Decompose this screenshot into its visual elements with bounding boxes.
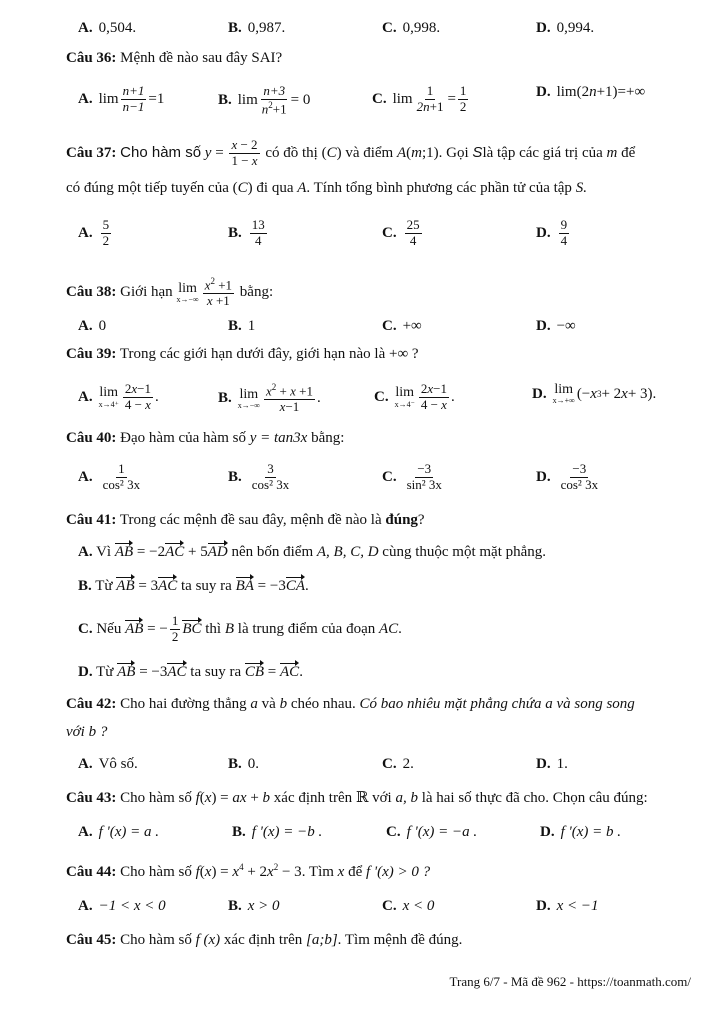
option-text: 0,994. (556, 20, 595, 36)
question-label: Câu 41: (66, 512, 117, 528)
question-label: Câu 40: (66, 430, 117, 446)
option-text: 0,504. (98, 20, 137, 36)
question-text: ? (417, 512, 425, 528)
q39-option-c: C. lim x→4⁻ $\frac{2x-1}{4 - x}$ . (374, 381, 455, 412)
q38-option-c: C. +∞ (382, 318, 422, 334)
page-footer: Trang 6/7 - Mã đề 962 - https://toanmath.com/ (449, 974, 691, 989)
q40-question (66, 430, 697, 447)
q39-option-d: D. lim x→+∞ (− x 3 + 2 x + 3). (532, 382, 657, 406)
question-text: Cho hàm số (120, 143, 202, 161)
q43-option-c: C. f '(x) = −a . (386, 824, 478, 840)
q44-option-b: B. x > 0 (228, 898, 280, 914)
question-text: có đồ thị (265, 144, 318, 161)
q43-options (0, 824, 725, 840)
option-label: C. (382, 20, 397, 36)
q41-option-b: B. Từ AB = 3AC ta suy ra BA = −3CA. (78, 578, 309, 594)
q39-option-a: A. lim x→4⁺ $\frac{2x-1}{4 - x}$ . (78, 381, 159, 412)
q42-options (0, 756, 725, 772)
q35-options (0, 20, 725, 36)
q37-question: Câu 37: Cho hàm số y = $\frac{x - 2}{1 - x}$ có đồ thị (C) và điểm A(m;1). Gọi Slà tập các giá trị của m để (66, 137, 636, 168)
question-label: Câu 45: (66, 932, 117, 948)
q43-option-d: D. f '(x) = b . (540, 824, 621, 840)
question-text: và điểm (345, 144, 394, 161)
question-label: Câu 38: (66, 284, 117, 301)
q44-options (0, 898, 725, 914)
q43-option-b: B. f '(x) = −b . (232, 824, 323, 840)
q41-option-c: C. Nếu AB = − $\frac{1}{2}$ BC thì B là trung điểm của đoạn AC. (78, 613, 402, 644)
q38-option-b: B. 1 (228, 318, 256, 334)
q41-option-d: D. Từ AB = −3AC ta suy ra CB = AC. (78, 664, 303, 680)
q39-question (66, 346, 697, 363)
q40-option-d: D. $\frac{-3}{\text{cos² 3x}}$ (536, 461, 599, 492)
q37-option-b: B. $\frac{13}{4}$ (228, 217, 265, 248)
q40-option-c: C. $\frac{-3}{\text{sin² 3x}}$ (382, 461, 442, 492)
q39-option-b: B. lim x→−∞ $\frac{x^2 + x +1}{x-1}$ . (218, 382, 321, 415)
q42-option-d: D. 1. (536, 756, 568, 772)
question-text: . Gọi (438, 144, 469, 161)
q44-option-c: C. x < 0 (382, 898, 435, 914)
question-text: Trong các mệnh đề sau đây, mệnh đề nào là (119, 512, 382, 528)
question-text: Đạo hàm của hàm số (120, 430, 246, 446)
question-label: Câu 36: (66, 50, 117, 66)
question-text: có đúng một tiếp tuyến của (66, 180, 229, 196)
q38-question: Câu 38: Giới hạn lim x→−∞ $\frac{x^2 +1}{x +1}$ bằng: (66, 276, 274, 309)
q44-question: Câu 44: Cho hàm số $f(x) = x^4 + 2x^2 - 3$. Tìm x để f '(x) > 0 ? (66, 862, 431, 880)
q38-options (0, 318, 725, 334)
q44-option-a: A. −1 < x < 0 (78, 898, 166, 914)
set-symbol: S (472, 143, 483, 161)
option-text: 0,998. (402, 20, 441, 36)
q43-question: Câu 43: Cho hàm số f(x) = ax + b xác định trên ℝ với a, b là hai số thực đã cho. Chọn câu đúng: (66, 790, 648, 806)
q35-option-b (228, 20, 285, 37)
q37-option-c: C. $\frac{25}{4}$ (382, 217, 420, 248)
q37-options (0, 217, 725, 248)
q40-options (0, 461, 725, 492)
question-text: Trong các giới hạn dưới đây, giới hạn nào là (119, 346, 386, 362)
q42-question-line2: với b ? (66, 724, 108, 740)
q35-option-a (78, 20, 136, 37)
q41-question (66, 512, 697, 529)
q40-option-a: A. $\frac{1}{\text{cos² 3x}}$ (78, 461, 141, 492)
q45-question: Câu 45: Cho hàm số f (x) xác định trên [a;b]. Tìm mệnh đề đúng. (66, 932, 463, 948)
q35-option-d (536, 20, 594, 37)
question-text: +∞ ? (389, 346, 419, 362)
question-text: để (621, 144, 636, 161)
q43-option-a: A. f '(x) = a . (78, 824, 159, 840)
q36-options (0, 83, 725, 117)
question-text: đi qua (256, 180, 294, 196)
option-label: A. (78, 20, 93, 36)
q42-option-a: A. Vô số. (78, 756, 138, 772)
q38-option-a: A. 0 (78, 318, 107, 334)
question-emphasis: đúng (385, 512, 418, 528)
option-text: 0,987. (247, 20, 286, 36)
q44-option-d: D. x < −1 (536, 898, 599, 914)
question-label: Câu 43: (66, 790, 117, 806)
q42-option-b: B. 0. (228, 756, 260, 772)
q36-question (66, 50, 697, 67)
question-text: bằng: (239, 284, 274, 301)
question-text: là tập các giá trị của (482, 144, 603, 161)
question-label: Câu 44: (66, 864, 117, 880)
question-label: Câu 42: (66, 696, 117, 712)
q39-options (0, 381, 725, 415)
q40-option-b: B. $\frac{3}{\text{cos² 3x}}$ (228, 461, 290, 492)
question-label: Câu 37: (66, 144, 117, 161)
option-label: D. (536, 20, 551, 36)
question-label: Câu 39: (66, 346, 117, 362)
q37-option-d: D. $\frac{9}{4}$ (536, 217, 568, 248)
option-label: B. (228, 20, 242, 36)
q36-option-d: D. lim(2 n +1)=+∞ (536, 84, 646, 100)
q36-option-b: B. lim $\frac{n+3}{n^2+1}$ = 0 (218, 83, 311, 117)
q42-option-c: C. 2. (382, 756, 414, 772)
function-expression: y = tan3x (249, 430, 308, 446)
question-text: . Tính tổng bình phương các phần tử của tập (306, 180, 572, 196)
q37-question-line2: có đúng một tiếp tuyến của (C) đi qua A. Tính tổng bình phương các phần tử của tập S. (66, 180, 587, 196)
q38-option-d: D. −∞ (536, 318, 576, 334)
question-text: Mệnh đề nào sau đây SAI? (120, 50, 283, 66)
question-text: Giới hạn (120, 284, 173, 301)
q41-option-a: A. Vì AB = −2AC + 5AD nên bốn điểm A, B, C, D cùng thuộc một mặt phẳng. (78, 544, 547, 560)
q42-question: Câu 42: Cho hai đường thẳng a và b chéo nhau. Có bao nhiêu mặt phẳng chứa a và song song (66, 696, 635, 712)
q37-option-a: A. $\frac{5}{2}$ (78, 217, 110, 248)
q36-option-c: C. lim $\frac{1}{2n+1}$ = $\frac{1}{2}$ (372, 83, 467, 114)
q36-option-a: A. lim $\frac{n+1}{n-1}$ =1 (78, 83, 165, 114)
q35-option-c (382, 20, 440, 37)
question-text: bằng: (311, 430, 345, 446)
